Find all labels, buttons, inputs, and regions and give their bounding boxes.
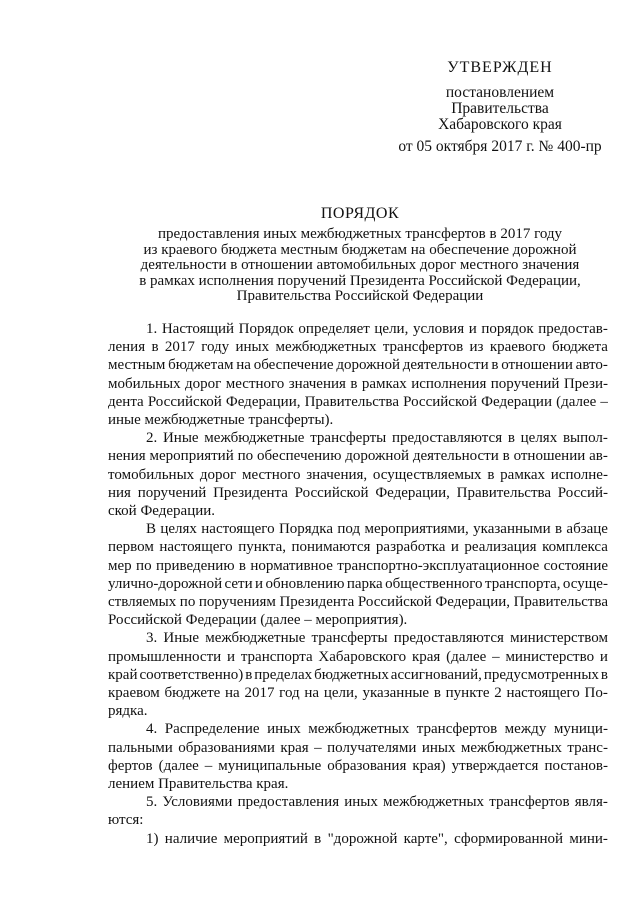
body-text-line: 5. Условиями предоставления иных межбюджетных трансфертов явля-: [146, 794, 608, 811]
body-text-line: пальными образованиями края – получателями иных межбюджетных транс-: [108, 739, 608, 756]
body-text-line: дента Российской Федерации, Правительства Российской Федерации (далее –: [108, 393, 608, 410]
body-text-line: лением Правительства края.: [108, 776, 289, 793]
document-subtitle-line: из краевого бюджета местным бюджетам на обеспечение дорожной: [143, 241, 577, 258]
body-text-line: рядка.: [108, 703, 148, 720]
body-text-line: ской Федерации.: [108, 503, 216, 520]
approval-heading: УТВЕРЖДЕН: [447, 59, 553, 76]
body-text-line: фертов (далее – муниципальные образования края) утверждается постанов-: [108, 757, 608, 774]
body-text-line: нения мероприятий по обеспечению дорожной деятельности в отношении ав-: [108, 448, 608, 465]
document-subtitle-line: деятельности в отношении автомобильных дорог местного значения: [140, 257, 580, 273]
body-text-line: ются:: [108, 812, 144, 829]
body-text-line: краевом бюджете на 2017 год на цели, указанные в пункте 2 настоящего По-: [108, 685, 608, 702]
approval-line: от 05 октября 2017 г. № 400-пр: [398, 138, 602, 155]
body-text-line: томобильных дорог местного значения, осуществляемых в рамках исполне-: [108, 466, 608, 483]
body-text-line: мер по приведению в нормативное транспортно-эксплуатационное состояние: [108, 557, 608, 574]
body-text-line: ния поручений Президента Российской Федерации, Правительства Россий-: [108, 484, 608, 501]
body-text-line: местным бюджетам на обеспечение дорожной деятельности в отношении авто-: [108, 357, 608, 374]
body-text-line: иные межбюджетные трансферты).: [108, 412, 334, 429]
document-title: ПОРЯДОК: [320, 205, 400, 222]
body-text-line: 3. Иные межбюджетные трансферты предоставляются министерством: [146, 630, 608, 647]
body-text-line: промышленности и транспорта Хабаровского края (далее – министерство и: [108, 648, 608, 665]
body-text-line: ления в 2017 году иных межбюджетных трансфертов из краевого бюджета: [108, 339, 608, 356]
document-title-block: [80, 205, 639, 305]
body-text-line: ствляемых по поручениям Президента Российской Федерации, Правительства: [108, 594, 608, 611]
body-text-line: 4. Распределение иных межбюджетных трансфертов между муници-: [146, 721, 608, 738]
approval-line: постановлением: [445, 84, 555, 101]
document-subtitle-line: Правительства Российской Федерации: [236, 288, 484, 304]
document-subtitle-line: в рамках исполнения поручений Президента Российской Федерации,: [139, 272, 581, 289]
document-body: [108, 320, 608, 848]
body-text-line: В целях настоящего Порядка под мероприятиями, указанными в абзаце: [146, 521, 608, 538]
body-text-line: улично-дорожной сети и обновлению парка общественного транспорта, осуще-: [108, 575, 608, 592]
body-text-line: Российской Федерации (далее – мероприятия).: [108, 612, 408, 629]
body-text-line: 2. Иные межбюджетные трансферты предоставляются в целях выпол-: [146, 430, 608, 447]
body-text-line: край соответственно) в пределах бюджетных ассигнований, предусмотренных в: [108, 666, 608, 683]
approval-stamp: [385, 60, 615, 155]
document-subtitle-line: предоставления иных межбюджетных трансфертов в 2017 году: [157, 226, 563, 242]
body-text-line: 1) наличие мероприятий в "дорожной карте", сформированной мини-: [146, 830, 608, 847]
approval-line: Правительства: [451, 100, 549, 117]
body-text-line: 1. Настоящий Порядок определяет цели, условия и порядок предостав-: [146, 321, 608, 337]
approval-line: Хабаровского края: [438, 116, 562, 133]
body-text-line: мобильных дорог местного значения в рамках исполнения поручений Прези-: [108, 375, 608, 392]
body-text-line: первом настоящего пункта, понимаются разработка и реализация комплекса: [108, 539, 608, 556]
